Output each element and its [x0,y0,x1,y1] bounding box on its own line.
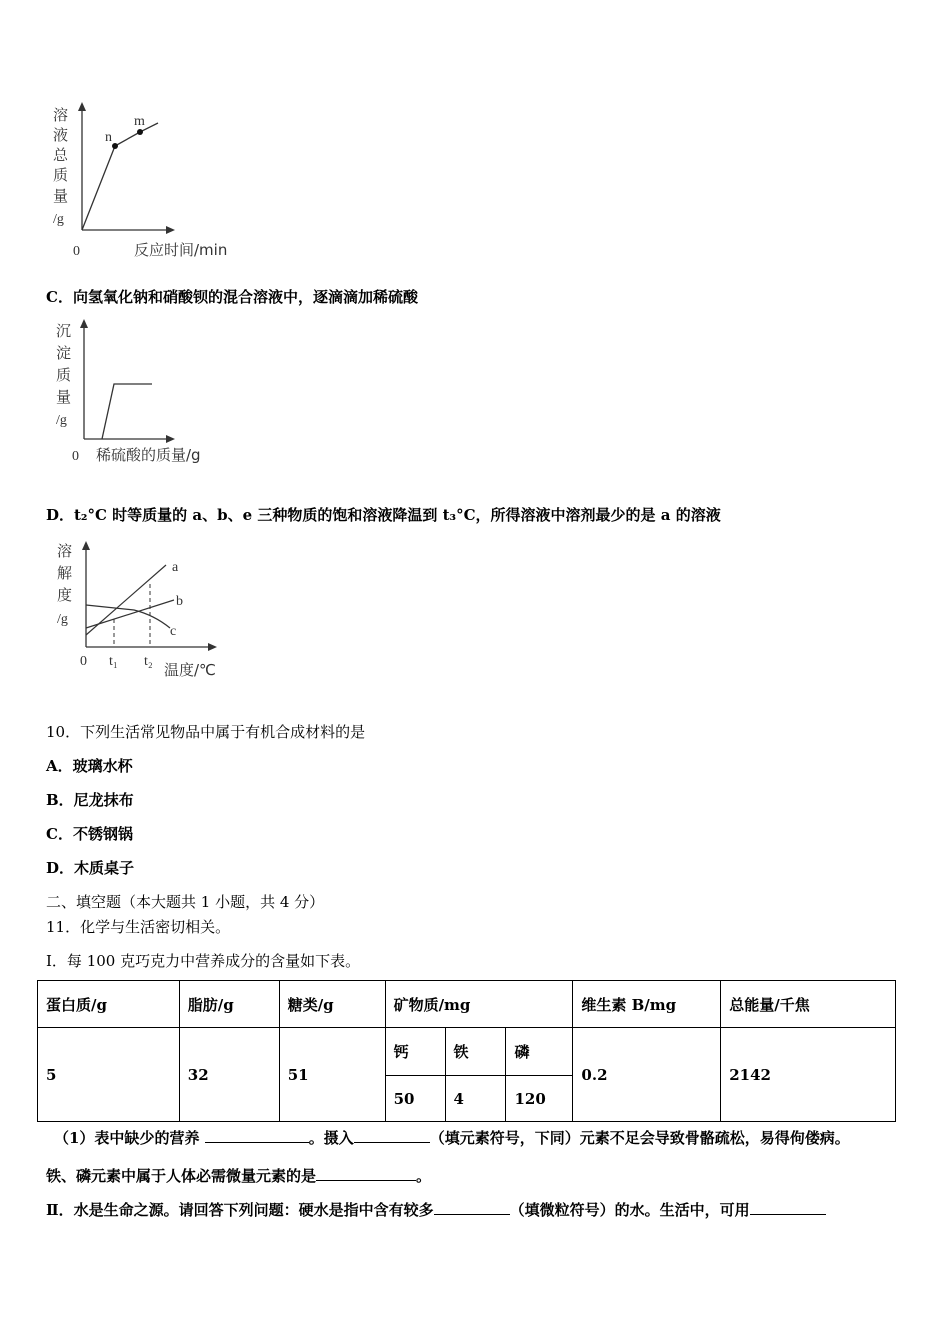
nutrition-table [37,980,896,1122]
ylabel-char: 总 [53,146,69,164]
curve-c-label: c [170,624,177,639]
ylabel-char: 沉 [56,322,72,340]
q10-option-c: C．不锈钢锅 [46,825,133,843]
q10-option-b: B．尼龙抹布 [46,791,134,809]
mineral-calcium: 钙 [385,1028,445,1076]
header-minerals: 矿物质/mg [385,981,573,1028]
point-m-label: m [134,114,145,129]
ylabel-char: 质 [53,166,69,184]
section-heading: 二、填空题（本大题共 1 小题，共 4 分） [46,893,325,911]
curve-b-label: b [176,594,183,609]
mineral-iron: 铁 [445,1028,506,1076]
question-10-stem: 10．下列生活常见物品中属于有机合成材料的是 [46,723,366,741]
sub-question-2: 铁、磷元素中属于人体必需微量元素的是 。 [46,1167,432,1185]
mineral-phosphorus: 磷 [506,1028,573,1076]
answer-blank[interactable] [205,1142,309,1143]
point-n-label: n [105,130,112,145]
value-fat: 32 [179,1028,279,1122]
header-energy: 总能量/千焦 [721,981,896,1028]
value-vitamin-b: 0.2 [573,1028,721,1122]
value-protein: 5 [38,1028,180,1122]
t2-label: t₂ [144,654,153,669]
answer-blank[interactable] [354,1142,430,1143]
part-2: Ⅱ．水是生命之源。请回答下列问题：硬水是指中含有较多 （填微粒符号）的水。生活中，可用 [46,1199,826,1220]
value-energy: 2142 [721,1028,896,1122]
answer-blank[interactable] [434,1214,510,1215]
ylabel-char: 质 [56,366,72,384]
sub-question-1: （1）表中缺少的营养 。摄入 （填元素符号，下同）元素不足会导致骨骼疏松，易得佝偻病。 [54,1129,850,1147]
xlabel: 温度/℃ [164,661,216,679]
ylabel-char: 量 [56,388,72,406]
answer-blank[interactable] [750,1214,826,1215]
ylabel-char: 溶 [53,106,69,124]
ylabel-char: 溶 [57,542,73,560]
ylabel-char: 淀 [56,344,72,362]
curve-b [86,600,174,628]
graph-precipitate-mass [50,314,240,469]
value-phosphorus: 120 [506,1076,573,1122]
origin-label: 0 [73,244,80,259]
curve-a-label: a [172,560,179,575]
ylabel-char: 液 [53,126,69,144]
header-protein: 蛋白质/g [38,981,180,1028]
ylabel-char: 度 [57,586,73,604]
origin-label: 0 [72,449,79,464]
origin-label: 0 [80,654,87,669]
q10-option-d: D．木质桌子 [46,859,135,877]
value-calcium: 50 [385,1076,445,1122]
value-iron: 4 [445,1076,506,1122]
option-d-text: D．t₂°C 时等质量的 a、b、e 三种物质的饱和溶液降温到 t₃°C，所得溶液中溶剂最少的是 a 的溶液 [46,506,721,524]
option-c-text: C．向氢氧化钠和硝酸钡的混合溶液中，逐滴滴加稀硫酸 [46,288,418,306]
ylabel-char: 解 [57,564,73,582]
value-sugar: 51 [279,1028,385,1122]
ylabel-unit: /g [57,612,68,627]
q10-option-a: A．玻璃水杯 [46,757,133,775]
header-sugar: 糖类/g [279,981,385,1028]
header-vitamin-b: 维生素 B/mg [573,981,721,1028]
header-fat: 脂肪/g [179,981,279,1028]
xlabel: 反应时间/min [134,241,228,259]
graph-solution-mass [48,98,248,268]
xlabel: 稀硫酸的质量/g [96,446,201,464]
part-1-intro: Ⅰ．每 100 克巧克力中营养成分的含量如下表。 [46,952,361,970]
graph-solubility [52,537,232,685]
ylabel-char: 量 [53,187,69,205]
question-11-stem: 11．化学与生活密切相关。 [46,918,231,936]
ylabel-unit: /g [53,212,64,227]
ylabel-unit: /g [56,413,67,428]
t1-label: t₁ [109,654,118,669]
answer-blank[interactable] [316,1180,416,1181]
